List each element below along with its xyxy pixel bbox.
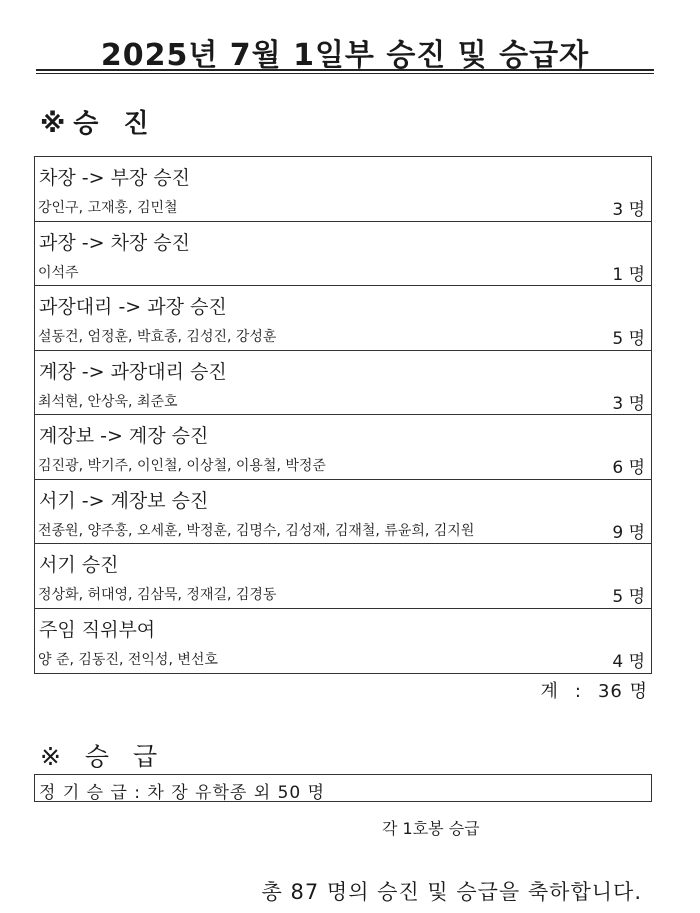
raise-box <box>34 774 652 802</box>
promotion-row-names: 양 준, 김동진, 전익성, 변선호 <box>38 651 218 668</box>
promotion-row <box>35 222 651 287</box>
title-underline-thin <box>36 73 654 74</box>
promotion-heading: ※승 진 <box>40 109 157 139</box>
promotion-row-count: 5 명 <box>612 587 645 607</box>
total-value: 36 명 <box>597 681 648 702</box>
promotion-row-names: 김진광, 박기주, 이인철, 이상철, 이용철, 박정준 <box>38 458 326 474</box>
title-underline <box>36 69 654 71</box>
total-label: 계 <box>540 681 559 702</box>
promotion-row-title: 계장 -> 과장대리 승진 <box>39 360 227 383</box>
promotion-row-names: 최석현, 안상욱, 최준호 <box>38 393 178 410</box>
promotion-row-title: 과장대리 -> 과장 승진 <box>39 296 227 318</box>
raise-heading: ※ 승 급 <box>40 742 166 771</box>
promotion-row-names: 설동건, 엄정훈, 박효종, 김성진, 강성훈 <box>38 329 277 345</box>
promotion-row <box>35 609 651 674</box>
promotion-row <box>35 351 651 416</box>
promotion-row-title: 서기 -> 계장보 승진 <box>39 489 209 512</box>
promotion-row-title: 과장 -> 차장 승진 <box>39 231 191 254</box>
closing-message: 총 87 명의 승진 및 승급을 축하합니다. <box>261 880 642 904</box>
promotion-row-title: 주임 직위부여 <box>39 618 156 641</box>
promotion-row-count: 6 명 <box>612 458 645 478</box>
promotion-row-names: 강인구, 고재홍, 김민철 <box>38 200 178 216</box>
promotion-row <box>35 286 651 351</box>
total-separator: : <box>574 681 582 702</box>
page-title: 2025년 7월 1일부 승진 및 승급자 <box>100 38 590 73</box>
promotion-row <box>35 480 651 545</box>
promotion-row-names: 정상화, 허대영, 김삼묵, 정재길, 김경동 <box>38 587 277 603</box>
raise-text: 정 기 승 급 : 차 장 유학종 외 50 명 <box>39 783 326 803</box>
promotion-row-title: 차장 -> 부장 승진 <box>39 167 191 189</box>
promotion-row <box>35 415 651 480</box>
promotion-row-count: 4 명 <box>612 651 645 672</box>
promotion-row <box>35 544 651 609</box>
promotion-row-title: 계장보 -> 계장 승진 <box>39 425 209 447</box>
promotion-row-count: 5 명 <box>612 329 645 349</box>
promotion-row-count: 9 명 <box>612 522 645 543</box>
promotion-table <box>34 156 652 674</box>
promotion-total <box>541 677 648 703</box>
promotion-row-names: 이석주 <box>38 264 79 281</box>
promotion-row-count: 3 명 <box>612 200 645 220</box>
promotion-row-count: 1 명 <box>612 264 645 285</box>
promotion-row <box>35 157 651 222</box>
promotion-row-title: 서기 승진 <box>39 554 119 576</box>
promotion-row-names: 전종원, 양주홍, 오세훈, 박정훈, 김명수, 김성재, 김재철, 류윤희, 김지원 <box>38 522 475 539</box>
promotion-row-count: 3 명 <box>612 393 645 414</box>
raise-subtext: 각 1호봉 승급 <box>382 819 480 838</box>
